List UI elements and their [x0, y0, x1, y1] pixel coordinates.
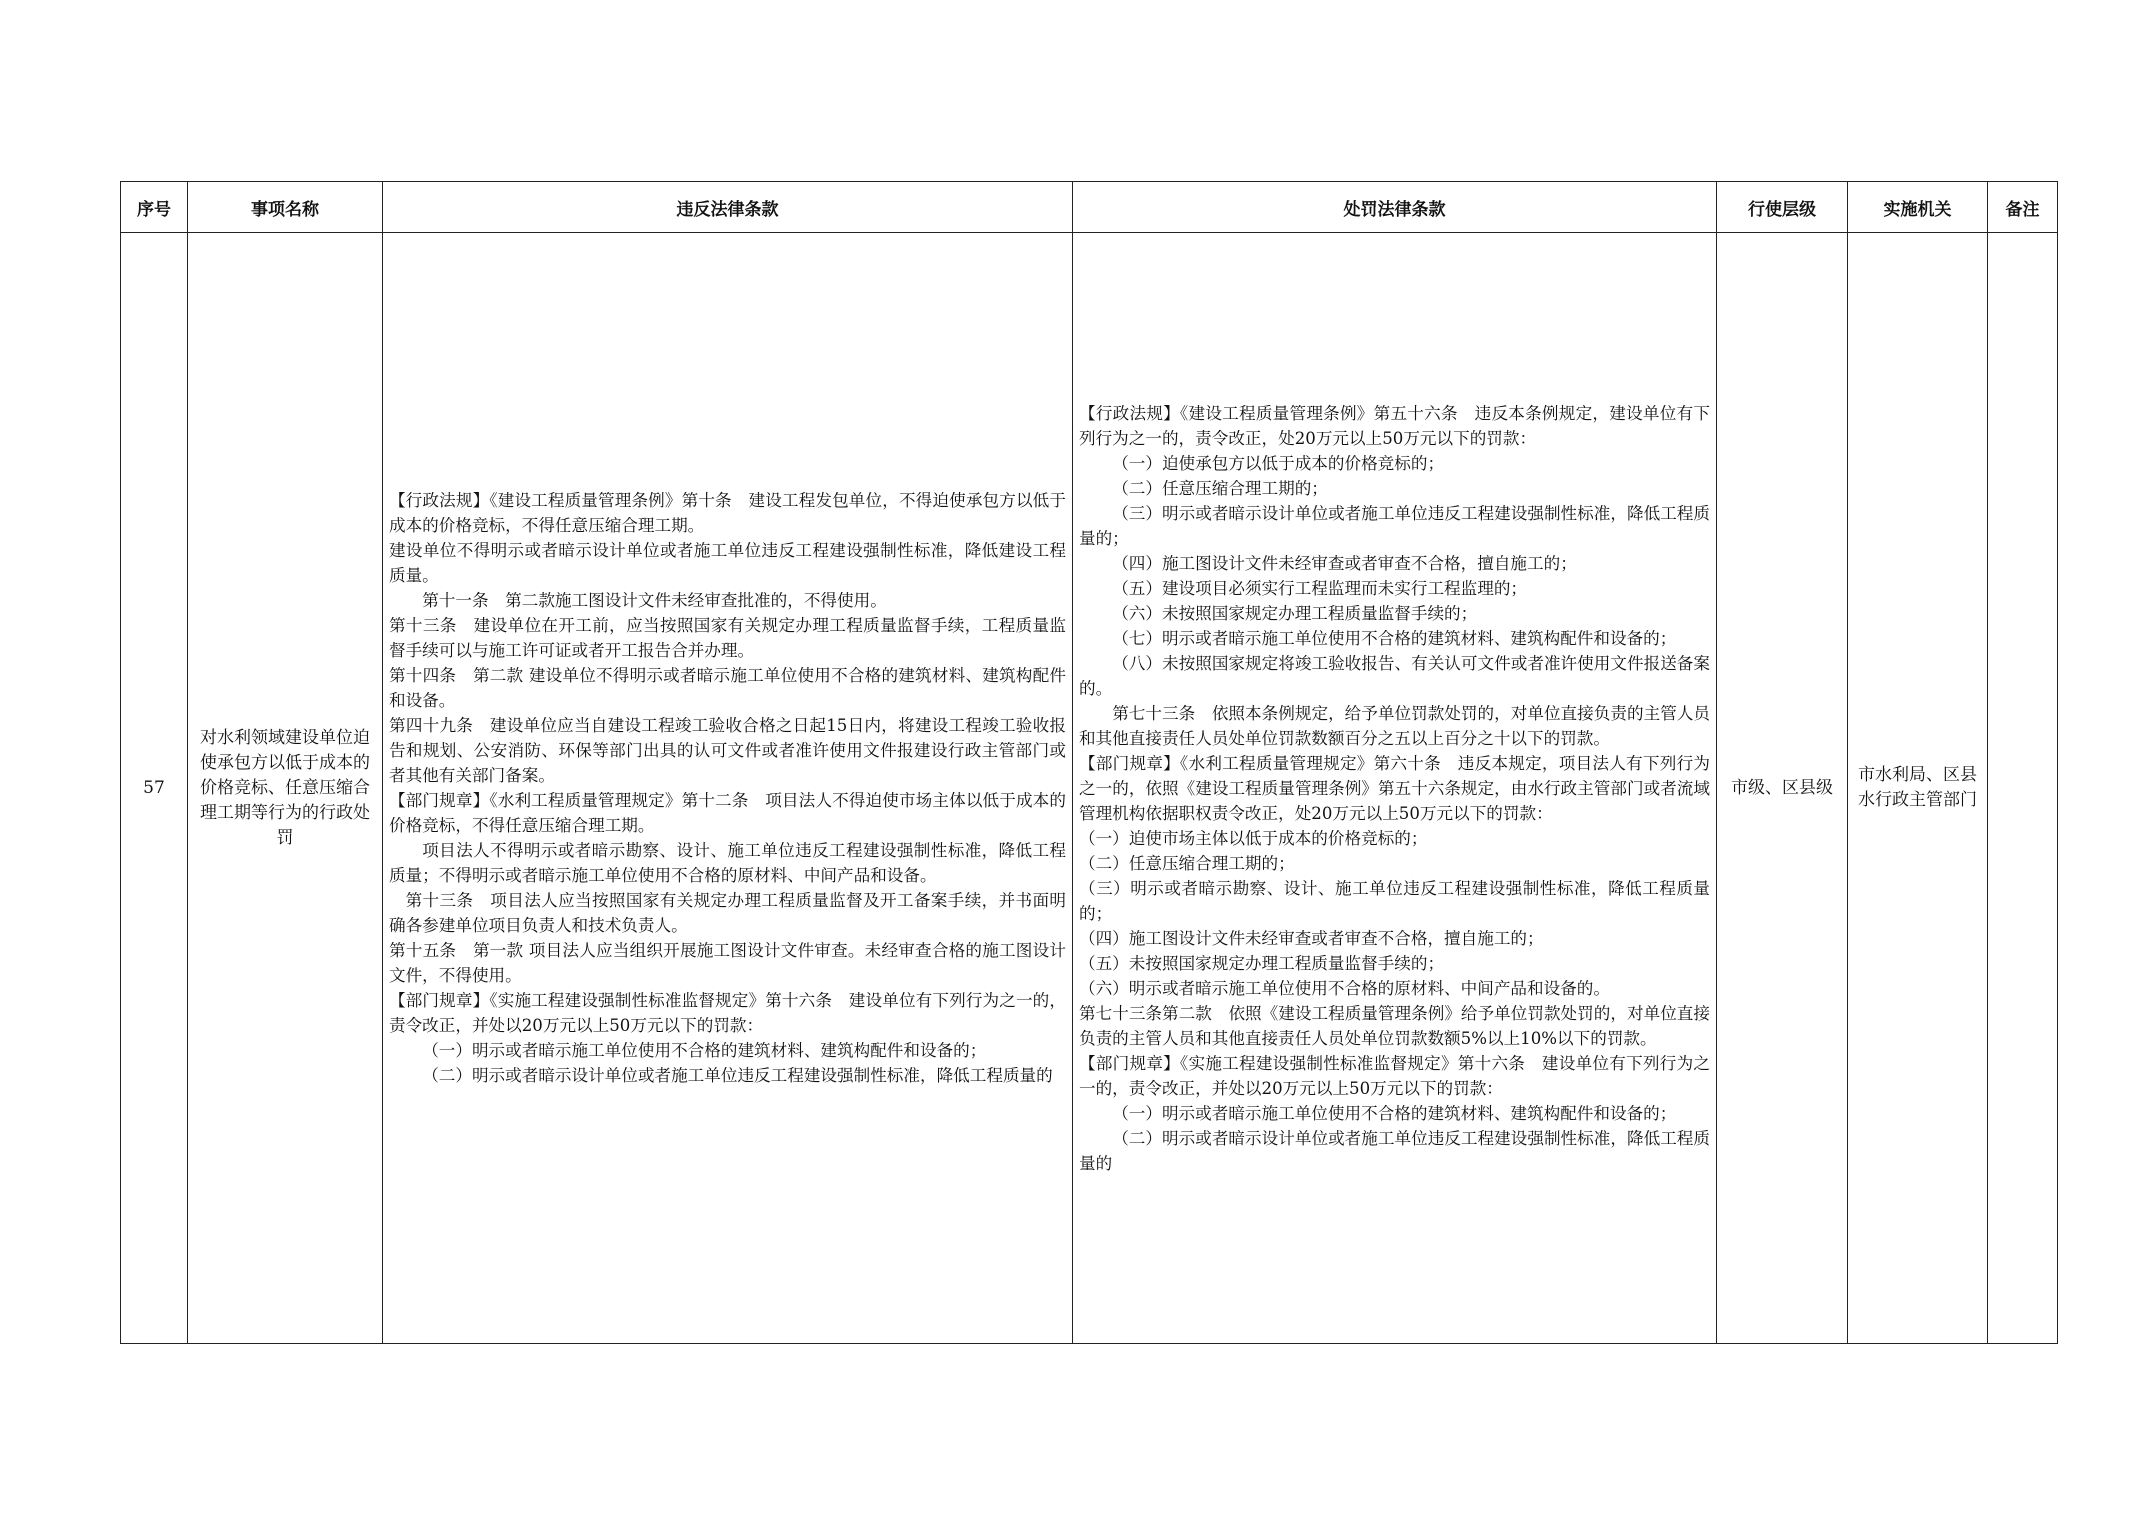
penalty-para: （三）明示或者暗示勘察、设计、施工单位违反工程建设强制性标准，降低工程质量的； [1079, 878, 1710, 923]
penalty-para: （六）未按照国家规定办理工程质量监督手续的； [1112, 603, 1478, 623]
row-name: 对水利领域建设单位迫使承包方以低于成本的价格竞标、任意压缩合理工期等行为的行政处罚 [188, 233, 383, 1344]
penalty-para: （一）迫使市场主体以低于成本的价格竞标的； [1079, 828, 1428, 848]
violation-para: （二）明示或者暗示设计单位或者施工单位违反工程建设强制性标准，降低工程质量的 [422, 1066, 1053, 1085]
violation-para: 【行政法规】《建设工程质量管理条例》第十条 建设工程发包单位，不得迫使承包方以低于成本的价格竞标，不得任意压缩合理工期。 [389, 491, 1066, 535]
penalty-para: （一）明示或者暗示施工单位使用不合格的建筑材料、建筑构配件和设备的； [1112, 1103, 1677, 1123]
enforcement-table [120, 181, 2058, 1344]
header-row [121, 182, 2058, 233]
header-name: 事项名称 [188, 182, 383, 233]
header-remark: 备注 [1988, 182, 2058, 233]
row-remark [1988, 233, 2058, 1344]
violation-para: 【部门规章】《水利工程质量管理规定》第十二条 项目法人不得迫使市场主体以低于成本的价格竞标，不得任意压缩合理工期。 [389, 791, 1066, 835]
penalty-para: （五）建设项目必须实行工程监理而未实行工程监理的； [1112, 578, 1528, 598]
penalty-para: （五）未按照国家规定办理工程质量监督手续的； [1079, 953, 1445, 973]
violation-para: 第十一条 第二款施工图设计文件未经审查批准的，不得使用。 [422, 591, 887, 610]
violation-para: 第十五条 第一款 项目法人应当组织开展施工图设计文件审查。未经审查合格的施工图设计文件，不得使用。 [389, 941, 1066, 985]
penalty-para: （四）施工图设计文件未经审查或者审查不合格，擅自施工的； [1112, 553, 1577, 573]
violation-para: 建设单位不得明示或者暗示设计单位或者施工单位违反工程建设强制性标准，降低建设工程质量。 [389, 541, 1066, 585]
penalty-para: （二）明示或者暗示设计单位或者施工单位违反工程建设强制性标准，降低工程质量的 [1079, 1128, 1710, 1173]
header-level: 行使层级 [1717, 182, 1848, 233]
penalty-para: 【部门规章】《实施工程建设强制性标准监督规定》第十六条 建设单位有下列行为之一的，责令改正，并处以20万元以上50万元以下的罚款： [1079, 1053, 1710, 1098]
header-violation: 违反法律条款 [383, 182, 1073, 233]
violation-para: 第十三条 建设单位在开工前，应当按照国家有关规定办理工程质量监督手续，工程质量监督手续可以与施工许可证或者开工报告合并办理。 [389, 616, 1066, 660]
header-seq: 序号 [121, 182, 188, 233]
row-penalty [1073, 233, 1717, 1344]
penalty-para: （四）施工图设计文件未经审查或者审查不合格，擅自施工的； [1079, 928, 1544, 948]
table-row [121, 233, 2058, 1344]
violation-para: 第四十九条 建设单位应当自建设工程竣工验收合格之日起15日内，将建设工程竣工验收报告和规划、公安消防、环保等部门出具的认可文件或者准许使用文件报建设行政主管部门或者其他有关部门备案。 [389, 716, 1066, 785]
penalty-para: 【行政法规】《建设工程质量管理条例》第五十六条 违反本条例规定，建设单位有下列行为之一的，责令改正，处20万元以上50万元以下的罚款： [1079, 403, 1710, 448]
row-violation [383, 233, 1073, 1344]
penalty-para: （七）明示或者暗示施工单位使用不合格的建筑材料、建筑构配件和设备的； [1112, 628, 1677, 648]
violation-para: （一）明示或者暗示施工单位使用不合格的建筑材料、建筑构配件和设备的； [422, 1041, 987, 1060]
penalty-para: 第七十三条 依照本条例规定，给予单位罚款处罚的，对单位直接负责的主管人员和其他直接责任人员处单位罚款数额百分之五以上百分之十以下的罚款。 [1079, 703, 1710, 748]
penalty-para: （三）明示或者暗示设计单位或者施工单位违反工程建设强制性标准，降低工程质量的； [1079, 503, 1710, 548]
row-level: 市级、区县级 [1717, 233, 1848, 1344]
header-agency: 实施机关 [1848, 182, 1988, 233]
penalty-para: （一）迫使承包方以低于成本的价格竞标的； [1112, 453, 1445, 473]
penalty-para: （二）任意压缩合理工期的； [1112, 478, 1328, 498]
violation-para: 【部门规章】《实施工程建设强制性标准监督规定》第十六条 建设单位有下列行为之一的，责令改正，并处以20万元以上50万元以下的罚款： [389, 991, 1066, 1035]
penalty-para: （二）任意压缩合理工期的； [1079, 853, 1295, 873]
violation-para: 第十四条 第二款 建设单位不得明示或者暗示施工单位使用不合格的建筑材料、建筑构配件和设备。 [389, 666, 1066, 710]
penalty-para: （六）明示或者暗示施工单位使用不合格的原材料、中间产品和设备的。 [1079, 978, 1610, 998]
penalty-para: （八）未按照国家规定将竣工验收报告、有关认可文件或者准许使用文件报送备案的。 [1079, 653, 1710, 698]
row-seq: 57 [121, 233, 188, 1344]
penalty-para: 【部门规章】《水利工程质量管理规定》第六十条 违反本规定，项目法人有下列行为之一的，依照《建设工程质量管理条例》第五十六条规定，由水行政主管部门或者流域管理机构依据职权责令改正，处20万元以上50万元以下的罚款： [1079, 753, 1710, 823]
penalty-para: 第七十三条第二款 依照《建设工程质量管理条例》给予单位罚款处罚的，对单位直接负责的主管人员和其他直接责任人员处单位罚款数额5%以上10%以下的罚款。 [1079, 1003, 1710, 1048]
header-penalty: 处罚法律条款 [1073, 182, 1717, 233]
violation-para: 第十三条 项目法人应当按照国家有关规定办理工程质量监督及开工备案手续，并书面明确各参建单位项目负责人和技术负责人。 [389, 891, 1066, 935]
row-agency: 市水利局、区县水行政主管部门 [1848, 233, 1988, 1344]
violation-para: 项目法人不得明示或者暗示勘察、设计、施工单位违反工程建设强制性标准，降低工程质量；不得明示或者暗示施工单位使用不合格的原材料、中间产品和设备。 [389, 841, 1066, 885]
